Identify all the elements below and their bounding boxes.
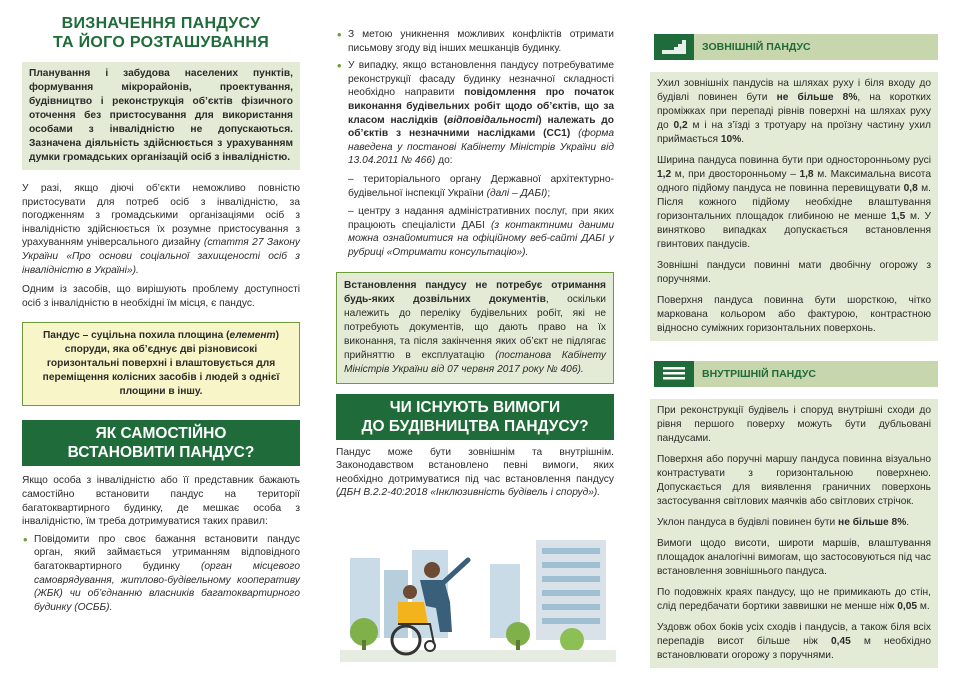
list-item: • З метою уникнення можливих конфліктів отримати письмову згоду від інших мешканців будинку. [336, 28, 614, 55]
dimensions-paragraph: Вимоги щодо висоти, широти маршів, влаштування площадок аналогічні вимогам, що застосовуються під час встановлення зовнішнього пандуса. [657, 538, 931, 577]
wheelchair-ramp-illustration [340, 540, 616, 662]
indoor-ramp-box [650, 399, 938, 668]
surface-paragraph: Поверхня пандуса повинна бути шорсткою, чітко маркована кольором або фактурою, контрастною відносно суміжних горизонтальних поверхонь. [657, 295, 931, 334]
indoor-ramp-header [650, 361, 938, 387]
slope-paragraph: Ухил зовнішніх пандусів на шляхах руху і біля входу до будівлі повинен бути не більше 8%, на коротких проміжках при перепаді рівнів поверхні на шляхах руху до 0,2 м і на з’їзді з тротуару на проїзну частину ухил приймається 10%. [657, 78, 932, 145]
width-paragraph: Ширина пандуса повинна бути при односторонньому русі 1,2 м, при двосторонньому – 1,8 м. Максимальна висота одного підйому пандуса не повинна перевищувати 0,8 м. Після кожного підйому необхідне влаштування горизонтальних площадок глибиною не менше 1,5 м. У винятково випадках допускається встановлення гвинтових пандусів. [657, 155, 932, 250]
no-permits-text: Встановлення пандусу не потребує отримання будь-яких дозвільних документів, оскільки належить до переліку будівельних робіт, які не потребують документів, що дають право на їх виконання, та після закінчення яких об’єкт не підлягає прийняттю в експлуатацію (постанова Кабінету Міністрів України від 07 червня 2017 року № 406). [344, 279, 606, 375]
contrast-paragraph: Поверхня або поручні маршу пандуса повинна візуально контрастувати з горизонтальною поверхнею. Допускається для виявлення граничних поверхонь застосування світлових маячків або світлових стрічок. [657, 454, 931, 507]
list-item: • Повідомити про своє бажання встановити пандус орган, який займається утриманням відповідного багатоквартирного будинку (орган місцевого самоврядування, житлово-будівельному кооперативу (ЖБК) чи об’єднанню власників багатоквартирного будинку (ОСББ). [22, 533, 300, 615]
rules-intro-paragraph: Якщо особа з інвалідністю або її представник бажають самостійно встановити пандус на території багатоквартирного будинку, де мешкає особа з інвалідністю, їм треба дотримуватися таких правил: [22, 475, 300, 528]
stairs-paragraph: При реконструкції будівель і споруд внутрішні сходи до рівня першого поверху можуть бути дубльовані пандусами. [657, 405, 931, 444]
list-item: • У випадку, якщо встановлення пандусу потребуватиме реконструкції фасаду будинку незначної складності необхідно направити повідомлення про початок виконання будівельних робіт щодо об’єктів, що за класом наслідків (відповідальності) належать до об’єктів з незначними наслідками (СС1) (форма наведена у постанові Кабінету Міністрів України від 13.04.2011 № 466) до: [336, 59, 614, 168]
column-right [650, 0, 938, 682]
handrails-paragraph: Уздовж обох боків усіх сходів і пандусів, а також біля всіх перепадів висот більше ніж 0,45 м необхідно встановлювати огорожу з поручнями. [657, 622, 931, 661]
indoor-slope-paragraph: Уклон пандуса в будівлі повинен бути не більше 8%. [657, 517, 910, 528]
requirements-banner: ЧИ ІСНУЮТЬ ВИМОГИ ДО БУДІВНИЦТВА ПАНДУСУ? [336, 394, 614, 440]
planning-info-box [22, 62, 300, 170]
rules-list-continued [336, 28, 614, 168]
edges-paragraph: По подовжніх краях пандусу, що не примикають до стін, слід передбачати бортики заввишки не менше ніж 0,05 м. [657, 587, 931, 612]
rules-list [22, 533, 300, 615]
outdoor-ramp-box [650, 72, 938, 341]
outdoor-ramp-header [650, 34, 938, 60]
definition-title-line2: ТА ЙОГО РОЗТАШУВАННЯ [52, 34, 270, 51]
indoor-ramp-title: ВНУТРІШНІЙ ПАНДУС [694, 361, 938, 387]
planning-info-text: Планування і забудова населених пунктів, формування мікрорайонів, проектування, будівництво і реконструкція об’єктів фізичного оточення без пристосування для використання особами з інвалідністю не допускаються. Зазначена діяльність здійснюється з урахуванням думки громадських організацій осіб з інвалідністю. [29, 68, 293, 163]
ramp-definition-box [22, 322, 300, 406]
definition-title-line1: ВИЗНАЧЕННЯ ПАНДУСУ [61, 15, 261, 32]
requirements-paragraph: Пандус може бути зовнішнім та внутрішнім. Законодавством встановлено певні вимоги, яких необхідно дотримуватися під час встановлення пандусу (ДБН В.2.2-40:2018 «Інклюзивність будівель і споруд»). [336, 446, 614, 499]
column-left [22, 0, 300, 682]
definition-title [22, 14, 300, 52]
adaptation-paragraph: У разі, якщо діючі об’єкти неможливо повністю пристосувати для потреб осіб з інвалідністю, за погодженням з громадськими організаціями осіб з інвалідністю здійснюється їх розумне пристосування з урахуванням універсального дизайну (стаття 27 Закону України «Про основи соціальної захищеності осіб з інвалідністю в Україні»). [22, 183, 300, 276]
dabi-territorial-item: – територіального органу Державної архітектурно-будівельної інспекції України (далі – ДАБІ); [348, 173, 614, 199]
no-permits-box [336, 272, 614, 384]
how-to-install-banner: ЯК САМОСТІЙНО ВСТАНОВИТИ ПАНДУС? [22, 420, 300, 466]
outdoor-ramp-title: ЗОВНІШНІЙ ПАНДУС [694, 34, 938, 60]
railing-paragraph: Зовнішні пандуси повинні мати двобічну огорожу з поручнями. [657, 260, 931, 285]
ramp-bars-icon [654, 361, 694, 387]
accessibility-paragraph: Одним із засобів, що вирішують проблему доступності осіб з інвалідністю в необхідні їм місця, є пандус. [22, 284, 300, 309]
admin-center-item: – центру з надання адміністративних послуг, при яких працюють спеціалісти ДАБІ (з контактними даними можна ознайомитися на офіційному веб-сайті ДАБІ у рубриці «Отримати консультацію»). [348, 206, 614, 258]
ramp-definition-text: Пандус – суцільна похила площина (елемент) споруди, яка об’єднує дві різновисокі горизонтальні поверхні і влаштовується для переміщення колісних засобів і людей з однієї площини в іншу. [42, 330, 280, 398]
ramp-stairs-icon [654, 34, 694, 60]
